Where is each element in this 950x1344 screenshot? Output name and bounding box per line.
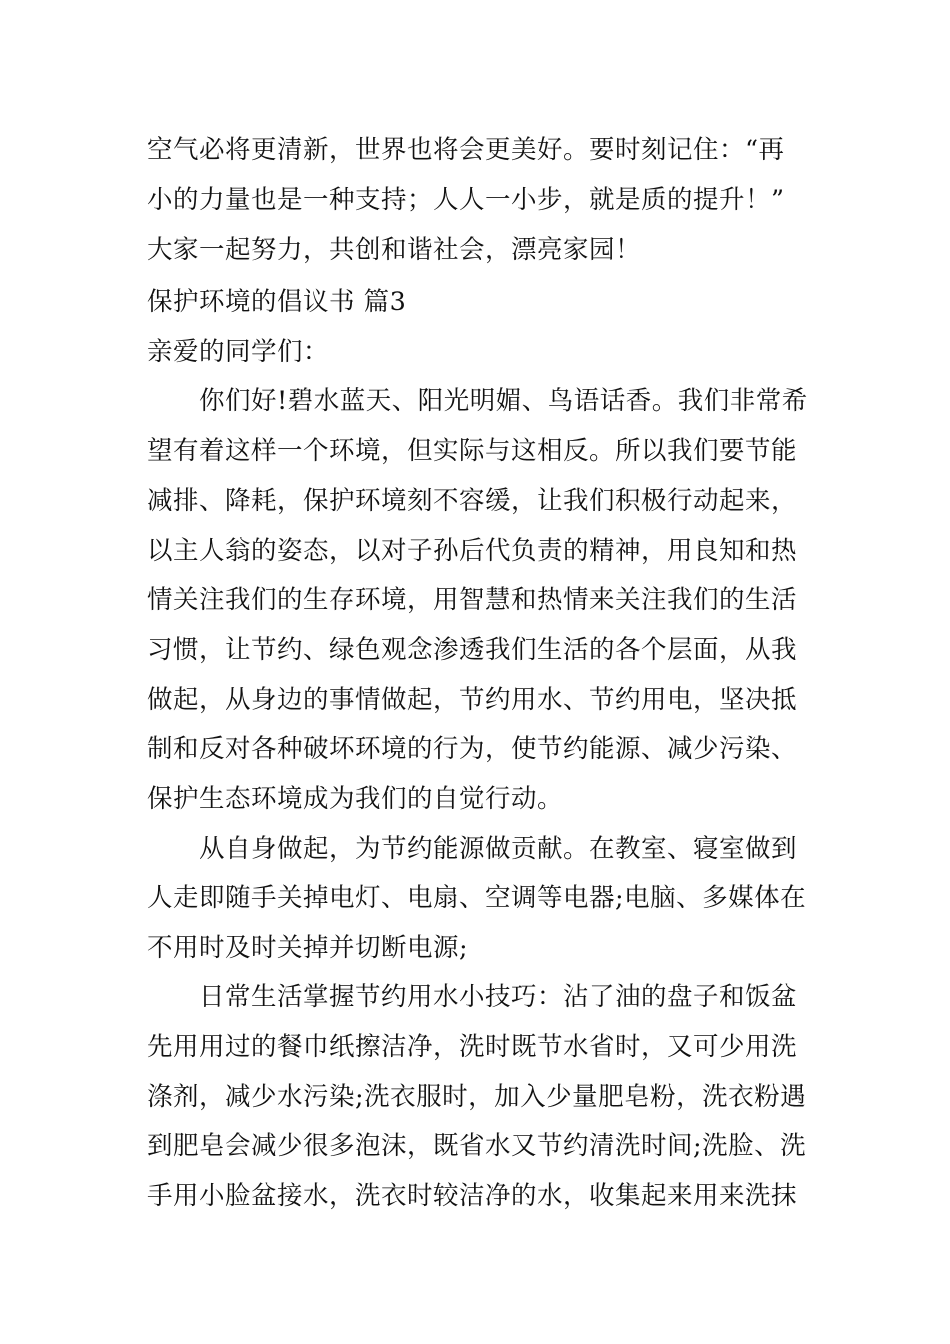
text-line: 到肥皂会减少很多泡沫，既省水又节约清洗时间;洗脸、洗 [147,1131,807,1161]
text-line: 空气必将更清新，世界也将会更美好。要时刻记住：“再 [147,135,785,165]
text-line: 大家一起努力，共创和谐社会，漂亮家园！ [147,235,642,265]
text-line: 望有着这样一个环境，但实际与这相反。所以我们要节能 [147,436,798,466]
text-line: 减排、降耗，保护环境刻不容缓，让我们积极行动起来， [147,486,798,516]
text-line: 人走即随手关掉电灯、电扇、空调等电器;电脑、多媒体在 [147,883,807,913]
text-line: 制和反对各种破坏环境的行为，使节约能源、减少污染、 [147,734,798,764]
text-line: 小的力量也是一种支持；人人一小步，就是质的提升！” [147,185,785,215]
text-line: 不用时及时关掉并切断电源; [147,933,469,963]
salutation: 亲爱的同学们： [147,337,330,367]
text-line: 你们好!碧水蓝天、阳光明媚、鸟语话香。我们非常希 [199,386,808,416]
text-line: 先用用过的餐巾纸擦洁净，洗时既节水省时，又可少用洗 [147,1032,798,1062]
text-line: 以主人翁的姿态，以对子孙后代负责的精神，用良知和热 [147,536,798,566]
text-line: 日常生活掌握节约用水小技巧：沾了油的盘子和饭盆 [199,982,798,1012]
text-line: 从自身做起，为节约能源做贡献。在教室、寝室做到 [199,834,798,864]
text-line: 保护生态环境成为我们的自觉行动。 [147,784,564,814]
text-line: 手用小脸盆接水，洗衣时较洁净的水，收集起来用来洗抹 [147,1181,798,1211]
section-heading: 保护环境的倡议书 篇3 [147,287,407,317]
text-line: 做起，从身边的事情做起，节约用水、节约用电，坚决抵 [147,685,798,715]
text-line: 情关注我们的生存环境，用智慧和热情来关注我们的生活 [147,585,798,615]
text-line: 习惯，让节约、绿色观念渗透我们生活的各个层面，从我 [147,635,798,665]
text-line: 涤剂，减少水污染;洗衣服时，加入少量肥皂粉，洗衣粉遇 [147,1082,807,1112]
